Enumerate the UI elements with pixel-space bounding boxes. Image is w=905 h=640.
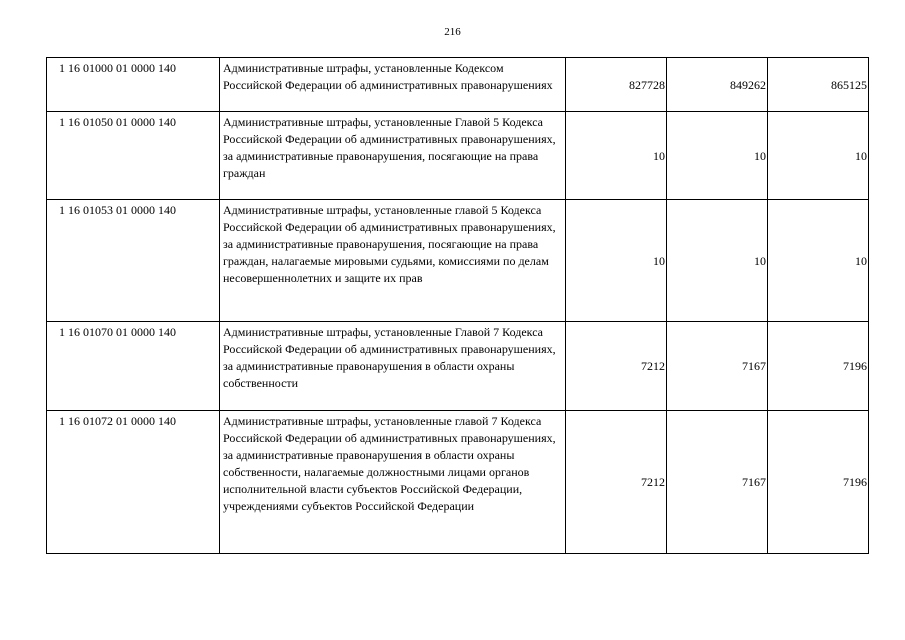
value-cell-year-3: 10 — [768, 112, 869, 200]
value-cell-year-2: 7167 — [667, 322, 768, 411]
value-cell-year-2: 849262 — [667, 58, 768, 112]
revenue-name-cell: Административные штрафы, установленные главой 7 Кодекса Российской Федерации об административных правонарушениях, за административные правонарушения в области охраны собственности, налагаемые должностными лицами органов исполнительной власти субъектов Российской Федерации, учреждениями субъектов Российской Федерации — [220, 411, 566, 554]
page-number: 216 — [444, 26, 461, 38]
value-cell-year-1: 10 — [566, 112, 667, 200]
revenue-name-cell: Административные штрафы, установленные Кодексом Российской Федерации об административных правонарушениях — [220, 58, 566, 112]
value-cell-year-2: 7167 — [667, 411, 768, 554]
value-cell-year-1: 10 — [566, 200, 667, 322]
budget-code-cell: 1 16 01053 01 0000 140 — [47, 200, 220, 322]
table-row — [47, 322, 869, 411]
value-cell-year-3: 865125 — [768, 58, 869, 112]
table-row — [47, 112, 869, 200]
value-cell-year-1: 827728 — [566, 58, 667, 112]
value-cell-year-3: 7196 — [768, 322, 869, 411]
value-cell-year-1: 7212 — [566, 411, 667, 554]
budget-code-cell: 1 16 01000 01 0000 140 — [47, 58, 220, 112]
revenue-name-cell: Административные штрафы, установленные Главой 5 Кодекса Российской Федерации об административных правонарушениях, за административные правонарушения, посягающие на права граждан — [220, 112, 566, 200]
value-cell-year-2: 10 — [667, 200, 768, 322]
value-cell-year-3: 10 — [768, 200, 869, 322]
budget-revenue-table — [46, 57, 869, 554]
table-body — [47, 58, 869, 554]
value-cell-year-2: 10 — [667, 112, 768, 200]
budget-code-cell: 1 16 01072 01 0000 140 — [47, 411, 220, 554]
revenue-name-cell: Административные штрафы, установленные главой 5 Кодекса Российской Федерации об административных правонарушениях, за административные правонарушения, посягающие на права граждан, налагаемые мировыми судьями, комиссиями по делам несовершеннолетних и защите их прав — [220, 200, 566, 322]
table-row — [47, 200, 869, 322]
value-cell-year-1: 7212 — [566, 322, 667, 411]
table-row — [47, 411, 869, 554]
budget-code-cell: 1 16 01070 01 0000 140 — [47, 322, 220, 411]
budget-code-cell: 1 16 01050 01 0000 140 — [47, 112, 220, 200]
table-row — [47, 58, 869, 112]
value-cell-year-3: 7196 — [768, 411, 869, 554]
revenue-name-cell: Административные штрафы, установленные Главой 7 Кодекса Российской Федерации об административных правонарушениях, за административные правонарушения в области охраны собственности — [220, 322, 566, 411]
